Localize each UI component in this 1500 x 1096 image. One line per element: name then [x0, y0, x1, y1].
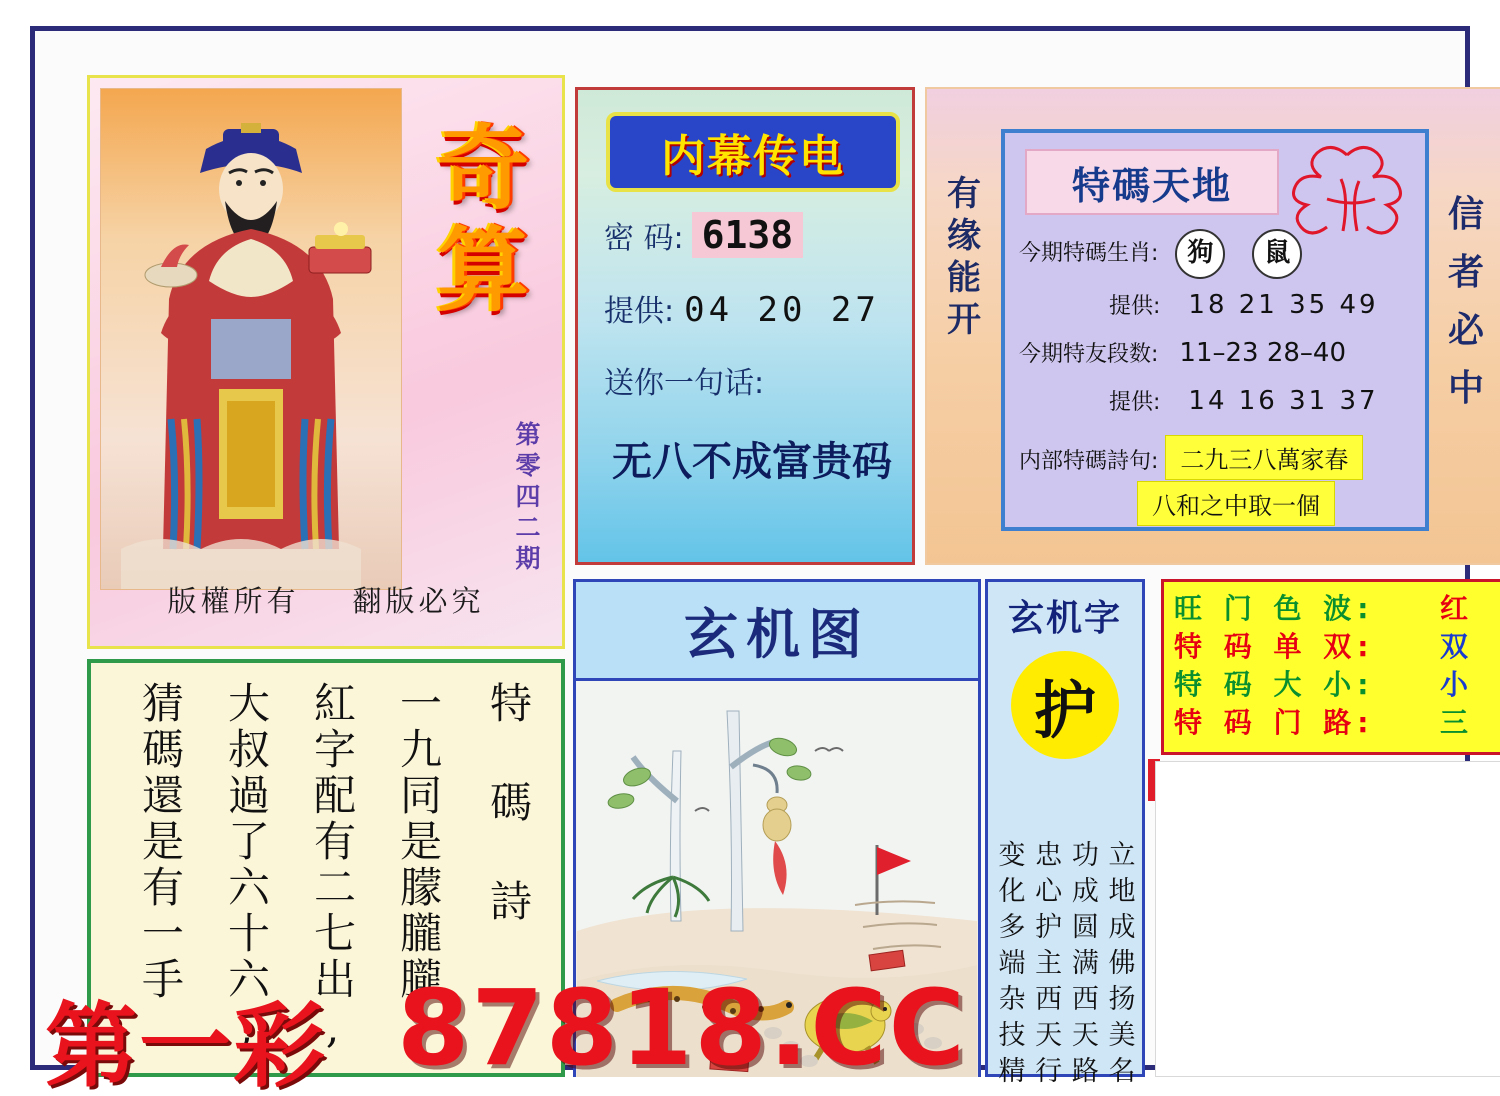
- provide-numbers-1: 18 21 35 49: [1188, 290, 1379, 320]
- prediction-label-1: 旺 门 色 波:: [1174, 592, 1375, 625]
- zodiac-1: 狗: [1175, 229, 1225, 279]
- provide-label-2: 提供:: [1109, 390, 1161, 415]
- provide-row-2: [1109, 385, 1379, 416]
- xuanji-zi-column-4: 变化多端杂技精: [998, 840, 1026, 1087]
- special-code-heaven-panel: [925, 87, 1500, 565]
- provide-row: [604, 286, 914, 330]
- watermark-text-1: 第一彩: [45, 993, 328, 1096]
- issue-number: 第零四二期: [515, 420, 541, 573]
- password-value: 6138: [692, 212, 804, 258]
- table-row: [1174, 702, 1490, 740]
- table-row: [1174, 626, 1490, 664]
- range-row: [1019, 337, 1346, 368]
- slogan-text: 无八不成富贵码: [612, 439, 892, 485]
- prediction-label-2: 特 码 单 双:: [1174, 630, 1375, 663]
- god-of-wealth-illustration: [100, 88, 402, 590]
- xuanji-zi-column-1: 立地成佛扬美名: [1108, 840, 1136, 1087]
- range-label: 今期特友段数:: [1019, 342, 1159, 367]
- prediction-label-3: 特 码 大 小:: [1174, 668, 1375, 701]
- table-row: [1174, 588, 1490, 626]
- xuanji-zi-columns: [996, 838, 1138, 1090]
- prediction-value-4: 三: [1439, 706, 1468, 739]
- provide-label: 提供:: [604, 294, 675, 329]
- xuanji-zi-column-3: 忠心护主西天行: [1035, 840, 1063, 1087]
- xuanji-zi-character-badge: [1011, 651, 1119, 759]
- poem-label: 内部特碼詩句:: [1019, 449, 1159, 474]
- provide-numbers: 04 20 27: [684, 290, 880, 330]
- xuanji-scene-icon: [576, 681, 978, 1077]
- copyright-right: 翻版必究: [352, 584, 485, 618]
- xuanji-picture-turtle-snake-scene: [576, 681, 978, 1077]
- zodiac-row: [1019, 229, 1312, 279]
- poem-line-1: 二九三八萬家春: [1165, 435, 1363, 480]
- provide-row-1: [1109, 289, 1379, 320]
- page-title: [408, 115, 558, 448]
- special-code-title: [1025, 149, 1279, 215]
- special-code-box: [1001, 129, 1429, 531]
- xuanji-tu-header: [576, 582, 978, 681]
- xuanji-tu-panel: [573, 579, 981, 1077]
- xuanji-zi-column-2: 功成圆满西天路: [1071, 840, 1099, 1087]
- copyright-notice: [90, 579, 562, 620]
- provide-label-1: 提供:: [1109, 294, 1161, 319]
- inside-news-badge: [606, 112, 900, 192]
- poster-frame: [30, 26, 1484, 1096]
- poem-column-2: 一九同是朦朧朧,: [394, 681, 443, 1056]
- inside-news-badge-label: 内幕传电: [661, 131, 845, 182]
- watermark-text-2: 87818.CC: [397, 967, 967, 1089]
- range-values: 11–23 28–40: [1179, 338, 1347, 368]
- password-label: 密 码:: [604, 221, 684, 256]
- poem-column-5: 猜碼還是有一手: [136, 681, 185, 1003]
- poem-row-2: [1137, 481, 1335, 526]
- password-row: [604, 212, 904, 258]
- xuanji-zi-panel: [985, 579, 1145, 1087]
- title-char-1: 奇: [436, 115, 529, 222]
- right-vertical-slogan: 信者必中: [1447, 193, 1484, 409]
- zodiac-label: 今期特碼生肖:: [1019, 241, 1159, 266]
- left-vertical-slogan: 有缘能开: [947, 174, 981, 340]
- xuanji-zi-title: 玄机字: [1007, 598, 1122, 639]
- poem-column-4: 大叔過了六十六,: [222, 681, 271, 1056]
- blank-area: [1155, 761, 1500, 1077]
- zodiac-2: 鼠: [1252, 229, 1302, 279]
- god-poster-panel: [87, 75, 565, 649]
- prediction-value-1: 红: [1439, 592, 1468, 625]
- special-code-title-label: 特碼天地: [1071, 163, 1232, 208]
- poem-row-1: [1019, 435, 1363, 480]
- poem-column-1: 特 碼 詩: [484, 681, 533, 925]
- prediction-value-2: 双: [1439, 630, 1468, 663]
- poem-line-2: 八和之中取一個: [1137, 481, 1335, 526]
- saying-label: 送你一句话:: [604, 366, 765, 401]
- poem-column-3: 紅字配有二七出,: [308, 681, 357, 1056]
- inside-news-panel: [575, 87, 915, 565]
- provide-numbers-2: 14 16 31 37: [1188, 386, 1379, 416]
- special-code-poem-panel: [87, 659, 565, 1077]
- title-char-2: 算: [436, 217, 529, 324]
- prediction-label-4: 特 码 门 路:: [1174, 706, 1375, 739]
- xuanji-zi-character: 护: [1033, 673, 1096, 747]
- copyright-left: 版權所有: [167, 584, 300, 618]
- god-figure-icon: [101, 89, 401, 589]
- prediction-table: [1161, 579, 1500, 755]
- table-row: [1174, 664, 1490, 702]
- xuanji-tu-title: 玄机图: [684, 602, 870, 666]
- prediction-value-3: 小: [1439, 668, 1468, 701]
